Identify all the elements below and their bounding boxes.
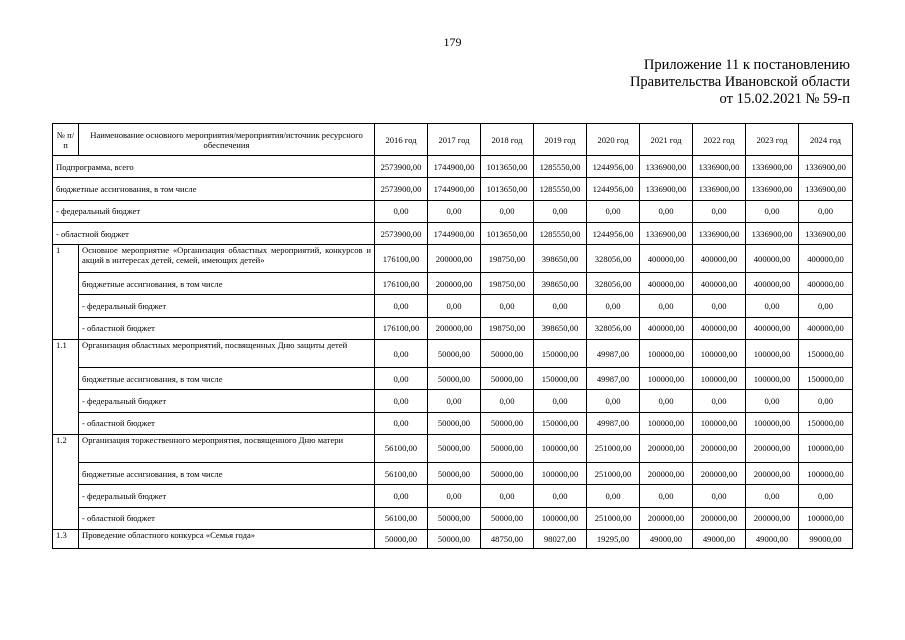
value-cell: 50000,00 <box>481 412 534 434</box>
table-row <box>53 245 853 273</box>
value-cell: 0,00 <box>587 200 640 222</box>
row-label: бюджетные ассигнования, в том числе <box>79 462 375 484</box>
value-cell: 0,00 <box>746 200 799 222</box>
value-cell: 0,00 <box>693 390 746 412</box>
value-cell: 251000,00 <box>587 462 640 484</box>
appendix-line-2: Правительства Ивановской области <box>629 74 850 90</box>
value-cell: 0,00 <box>481 485 534 507</box>
table-row <box>53 390 853 412</box>
value-cell: 50000,00 <box>375 529 428 548</box>
value-cell: 1285550,00 <box>534 222 587 244</box>
value-cell: 100000,00 <box>534 434 587 462</box>
table-row <box>53 412 853 434</box>
table-row <box>53 222 853 244</box>
value-cell: 150000,00 <box>799 412 853 434</box>
row-code: 1.3 <box>53 529 79 548</box>
value-cell: 200000,00 <box>640 507 693 529</box>
value-cell: 0,00 <box>375 412 428 434</box>
value-cell: 100000,00 <box>799 434 853 462</box>
value-cell: 400000,00 <box>746 317 799 339</box>
value-cell: 1336900,00 <box>799 156 853 178</box>
value-cell: 98027,00 <box>534 529 587 548</box>
value-cell: 100000,00 <box>799 507 853 529</box>
header-year: 2020 год <box>587 124 640 156</box>
value-cell: 1244956,00 <box>587 222 640 244</box>
value-cell: 0,00 <box>428 295 481 317</box>
value-cell: 0,00 <box>375 390 428 412</box>
budget-table <box>52 123 853 549</box>
value-cell: 0,00 <box>746 485 799 507</box>
value-cell: 50000,00 <box>428 412 481 434</box>
value-cell: 50000,00 <box>481 462 534 484</box>
row-code: 1.1 <box>53 340 79 435</box>
value-cell: 0,00 <box>799 390 853 412</box>
value-cell: 0,00 <box>428 390 481 412</box>
value-cell: 400000,00 <box>640 273 693 295</box>
value-cell: 100000,00 <box>746 340 799 368</box>
value-cell: 400000,00 <box>693 317 746 339</box>
value-cell: 99000,00 <box>799 529 853 548</box>
table-row <box>53 317 853 339</box>
table-row <box>53 295 853 317</box>
value-cell: 49987,00 <box>587 368 640 390</box>
value-cell: 200000,00 <box>746 507 799 529</box>
value-cell: 100000,00 <box>746 412 799 434</box>
header-row <box>53 124 853 156</box>
table-row <box>53 178 853 200</box>
table-body <box>53 156 853 549</box>
row-label: - федеральный бюджет <box>79 485 375 507</box>
value-cell: 50000,00 <box>428 340 481 368</box>
row-label: бюджетные ассигнования, в том числе <box>79 368 375 390</box>
value-cell: 19295,00 <box>587 529 640 548</box>
table-row <box>53 200 853 222</box>
value-cell: 49987,00 <box>587 412 640 434</box>
row-label: - областной бюджет <box>53 222 375 244</box>
value-cell: 56100,00 <box>375 507 428 529</box>
value-cell: 100000,00 <box>693 412 746 434</box>
value-cell: 49000,00 <box>640 529 693 548</box>
row-label: бюджетные ассигнования, в том числе <box>53 178 375 200</box>
value-cell: 0,00 <box>481 390 534 412</box>
value-cell: 400000,00 <box>799 245 853 273</box>
value-cell: 2573900,00 <box>375 156 428 178</box>
header-name: Наименование основного мероприятия/мероприятия/источник ресурсного обеспечения <box>79 124 375 156</box>
value-cell: 150000,00 <box>799 340 853 368</box>
value-cell: 0,00 <box>428 200 481 222</box>
value-cell: 251000,00 <box>587 507 640 529</box>
value-cell: 100000,00 <box>693 368 746 390</box>
row-title: Проведение областного конкурса «Семья года» <box>79 529 375 548</box>
value-cell: 1013650,00 <box>481 178 534 200</box>
header-year: 2019 год <box>534 124 587 156</box>
value-cell: 251000,00 <box>587 434 640 462</box>
table-row <box>53 273 853 295</box>
value-cell: 0,00 <box>693 295 746 317</box>
value-cell: 198750,00 <box>481 273 534 295</box>
table-row <box>53 434 853 462</box>
value-cell: 1336900,00 <box>799 178 853 200</box>
value-cell: 49000,00 <box>693 529 746 548</box>
value-cell: 200000,00 <box>640 434 693 462</box>
header-year: 2021 год <box>640 124 693 156</box>
row-label: бюджетные ассигнования, в том числе <box>79 273 375 295</box>
appendix-header <box>630 57 850 108</box>
value-cell: 1285550,00 <box>534 178 587 200</box>
table-row <box>53 485 853 507</box>
value-cell: 200000,00 <box>746 434 799 462</box>
value-cell: 398650,00 <box>534 317 587 339</box>
value-cell: 0,00 <box>799 200 853 222</box>
value-cell: 198750,00 <box>481 245 534 273</box>
value-cell: 0,00 <box>534 295 587 317</box>
value-cell: 200000,00 <box>693 434 746 462</box>
appendix-line-1: Приложение 11 к постановлению <box>643 57 850 73</box>
value-cell: 176100,00 <box>375 317 428 339</box>
value-cell: 400000,00 <box>799 317 853 339</box>
value-cell: 1336900,00 <box>746 156 799 178</box>
value-cell: 1744900,00 <box>428 222 481 244</box>
value-cell: 100000,00 <box>534 507 587 529</box>
value-cell: 1336900,00 <box>746 178 799 200</box>
value-cell: 1285550,00 <box>534 156 587 178</box>
table-header <box>53 124 853 156</box>
value-cell: 0,00 <box>534 200 587 222</box>
value-cell: 0,00 <box>534 390 587 412</box>
value-cell: 0,00 <box>799 485 853 507</box>
row-label: - федеральный бюджет <box>79 295 375 317</box>
value-cell: 100000,00 <box>640 340 693 368</box>
value-cell: 400000,00 <box>799 273 853 295</box>
value-cell: 400000,00 <box>640 317 693 339</box>
header-num: № п/п <box>53 124 79 156</box>
table-row <box>53 529 853 548</box>
table-row <box>53 462 853 484</box>
value-cell: 400000,00 <box>693 245 746 273</box>
value-cell: 0,00 <box>375 368 428 390</box>
value-cell: 50000,00 <box>481 340 534 368</box>
value-cell: 176100,00 <box>375 273 428 295</box>
value-cell: 200000,00 <box>428 273 481 295</box>
row-title: Организация торжественного мероприятия, посвященного Дню матери <box>79 434 375 462</box>
value-cell: 200000,00 <box>428 245 481 273</box>
value-cell: 1336900,00 <box>640 178 693 200</box>
page-number: 179 <box>443 35 462 49</box>
value-cell: 56100,00 <box>375 462 428 484</box>
value-cell: 200000,00 <box>640 462 693 484</box>
value-cell: 1336900,00 <box>693 156 746 178</box>
value-cell: 398650,00 <box>534 273 587 295</box>
row-code: 1.2 <box>53 434 79 529</box>
value-cell: 398650,00 <box>534 245 587 273</box>
row-label: - областной бюджет <box>79 412 375 434</box>
value-cell: 49000,00 <box>746 529 799 548</box>
value-cell: 100000,00 <box>693 340 746 368</box>
value-cell: 0,00 <box>640 295 693 317</box>
value-cell: 50000,00 <box>481 434 534 462</box>
row-title: Основное мероприятие «Организация областных мероприятий, конкурсов и акций в интересах детей, семей, имеющих детей» <box>79 245 375 273</box>
value-cell: 0,00 <box>799 295 853 317</box>
value-cell: 100000,00 <box>640 412 693 434</box>
value-cell: 0,00 <box>375 340 428 368</box>
value-cell: 0,00 <box>481 295 534 317</box>
value-cell: 0,00 <box>640 390 693 412</box>
value-cell: 0,00 <box>640 200 693 222</box>
value-cell: 150000,00 <box>534 340 587 368</box>
value-cell: 1013650,00 <box>481 156 534 178</box>
value-cell: 100000,00 <box>640 368 693 390</box>
value-cell: 50000,00 <box>428 507 481 529</box>
value-cell: 0,00 <box>587 485 640 507</box>
value-cell: 100000,00 <box>746 368 799 390</box>
row-label: - областной бюджет <box>79 507 375 529</box>
table-row <box>53 507 853 529</box>
value-cell: 0,00 <box>375 200 428 222</box>
header-year: 2018 год <box>481 124 534 156</box>
header-year: 2016 год <box>375 124 428 156</box>
value-cell: 2573900,00 <box>375 178 428 200</box>
value-cell: 328056,00 <box>587 317 640 339</box>
value-cell: 50000,00 <box>428 368 481 390</box>
value-cell: 1336900,00 <box>640 222 693 244</box>
value-cell: 200000,00 <box>746 462 799 484</box>
value-cell: 150000,00 <box>799 368 853 390</box>
value-cell: 400000,00 <box>746 245 799 273</box>
value-cell: 150000,00 <box>534 368 587 390</box>
value-cell: 0,00 <box>375 295 428 317</box>
value-cell: 150000,00 <box>534 412 587 434</box>
value-cell: 0,00 <box>640 485 693 507</box>
value-cell: 1744900,00 <box>428 178 481 200</box>
value-cell: 100000,00 <box>799 462 853 484</box>
row-code: 1 <box>53 245 79 340</box>
row-label: - федеральный бюджет <box>79 390 375 412</box>
value-cell: 48750,00 <box>481 529 534 548</box>
table-row <box>53 156 853 178</box>
appendix-line-3: от 15.02.2021 № 59-п <box>719 91 850 107</box>
value-cell: 50000,00 <box>481 368 534 390</box>
value-cell: 328056,00 <box>587 245 640 273</box>
value-cell: 56100,00 <box>375 434 428 462</box>
value-cell: 1336900,00 <box>799 222 853 244</box>
value-cell: 0,00 <box>481 200 534 222</box>
row-title: Организация областных мероприятий, посвященных Дню защиты детей <box>79 340 375 368</box>
value-cell: 50000,00 <box>428 434 481 462</box>
value-cell: 200000,00 <box>693 507 746 529</box>
value-cell: 1336900,00 <box>693 222 746 244</box>
value-cell: 100000,00 <box>534 462 587 484</box>
value-cell: 0,00 <box>746 390 799 412</box>
value-cell: 1244956,00 <box>587 156 640 178</box>
header-year: 2017 год <box>428 124 481 156</box>
header-year: 2024 год <box>799 124 853 156</box>
value-cell: 400000,00 <box>693 273 746 295</box>
value-cell: 49987,00 <box>587 340 640 368</box>
header-year: 2022 год <box>693 124 746 156</box>
table-row <box>53 368 853 390</box>
value-cell: 0,00 <box>693 200 746 222</box>
value-cell: 400000,00 <box>640 245 693 273</box>
value-cell: 1336900,00 <box>693 178 746 200</box>
value-cell: 0,00 <box>746 295 799 317</box>
value-cell: 1336900,00 <box>746 222 799 244</box>
value-cell: 400000,00 <box>746 273 799 295</box>
value-cell: 50000,00 <box>428 529 481 548</box>
value-cell: 200000,00 <box>428 317 481 339</box>
table-row <box>53 340 853 368</box>
value-cell: 200000,00 <box>693 462 746 484</box>
value-cell: 0,00 <box>534 485 587 507</box>
value-cell: 1013650,00 <box>481 222 534 244</box>
value-cell: 0,00 <box>587 390 640 412</box>
value-cell: 0,00 <box>428 485 481 507</box>
value-cell: 0,00 <box>375 485 428 507</box>
value-cell: 0,00 <box>693 485 746 507</box>
value-cell: 0,00 <box>587 295 640 317</box>
row-label: Подпрограмма, всего <box>53 156 375 178</box>
value-cell: 1744900,00 <box>428 156 481 178</box>
row-label: - федеральный бюджет <box>53 200 375 222</box>
value-cell: 50000,00 <box>428 462 481 484</box>
value-cell: 2573900,00 <box>375 222 428 244</box>
value-cell: 50000,00 <box>481 507 534 529</box>
row-label: - областной бюджет <box>79 317 375 339</box>
value-cell: 1244956,00 <box>587 178 640 200</box>
value-cell: 328056,00 <box>587 273 640 295</box>
value-cell: 198750,00 <box>481 317 534 339</box>
value-cell: 176100,00 <box>375 245 428 273</box>
header-year: 2023 год <box>746 124 799 156</box>
value-cell: 1336900,00 <box>640 156 693 178</box>
